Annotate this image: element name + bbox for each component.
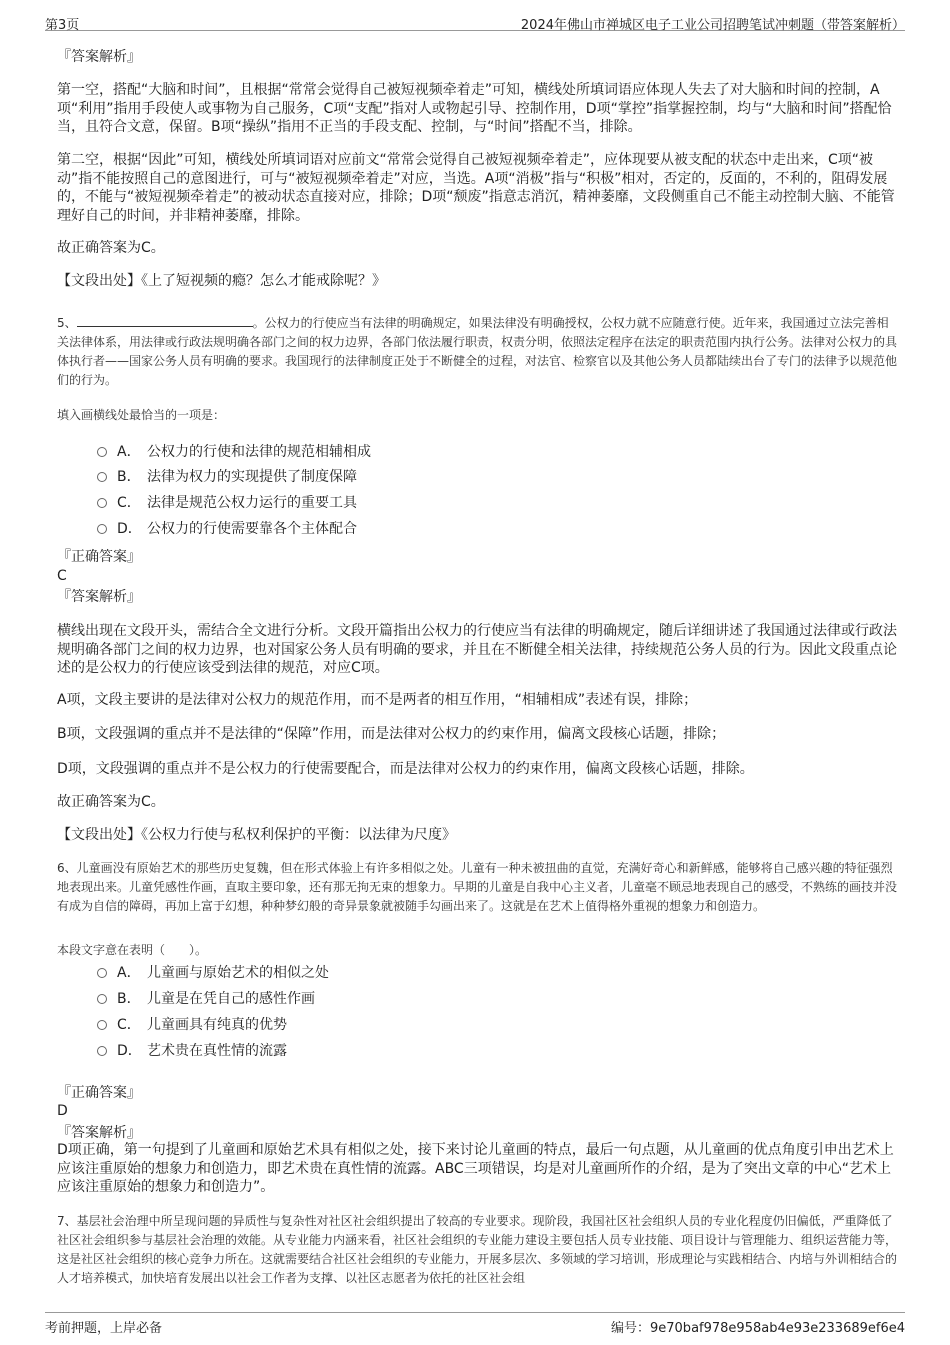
q5-note-a: A项，文段主要讲的是法律对公权力的规范作用，而不是两者的相互作用，“相辅相成”表述有误，排除；: [57, 692, 698, 708]
radio-icon[interactable]: [97, 524, 107, 534]
q6-option-a[interactable]: A． 儿童画与原始艺术的相似之处: [97, 964, 329, 982]
q6-answer-label: 『正确答案』: [57, 1085, 141, 1101]
q6-analysis-label: 『答案解析』: [57, 1125, 141, 1141]
q6-answer: D: [57, 1103, 68, 1119]
q7-stem: 7、基层社会治理中所呈现问题的异质性与复杂性对社区社会组织提出了较高的专业要求。现阶段，我国社区社会组织人员的专业化程度仍旧偏低，严重降低了社区社会组织参与基层社会治理的效能。从专业能力内涵来看，社区社会组织的专业能力建设主要包括人员专业技能、项目设计与管理能力、组织运营能力等，这是社区社会组织的核心竞争力所在。这就需要结合社区社会组织的专业能力，开展多层次、多领域的学习培训，形成理论与实践相结合、内培与外训相结合的人才培养模式，加快培育发展出以社会工作者为支撑、以社区志愿者为依托的社区社会组: [57, 1214, 898, 1285]
q6-analysis: D项正确，第一句提到了儿童画和原始艺术具有相似之处，接下来讨论儿童画的特点，最后一句点题，从儿童画的优点角度引申出艺术上应该注重原始的想象力和创造力，即艺术贵在真性情的流露。ABC三项错误，均是对儿童画所作的介绍，是为了突出文章的中心“艺术上应该注重原始的想象力和创造力”。: [57, 1142, 894, 1195]
q4-source: 【文段出处】《上了短视频的瘾？怎么才能戒除呢？》: [57, 273, 386, 289]
q5-note-d: D项，文段强调的重点并不是公权力的行使需要配合，而是法律对公权力的约束作用，偏离文段核心话题，排除。: [57, 761, 754, 777]
q5-option-d[interactable]: D． 公权力的行使需要靠各个主体配合: [97, 520, 357, 538]
q5-answer: C: [57, 568, 67, 584]
q4-analysis-para2: 第二空，根据“因此”可知，横线处所填词语对应前文“常常会觉得自己被短视频牵着走”，应体现要从被支配的状态中走出来，C项“被动”指不能按照自己的意图进行，可与“被短视频牵着走”对应，当选。A项“消极”指与“积极”相对，否定的，反面的，不利的，阻碍发展的，不能与“被短视频牵着走”的被动状态直接对应，排除；D项“颓废”指意志消沉，精神萎靡，文段侧重自己不能主动控制大脑、不能管理好自己的时间，并非精神萎靡，排除。: [57, 152, 895, 224]
radio-icon[interactable]: [97, 1020, 107, 1030]
footer-slogan: 考前押题，上岸必备: [45, 1321, 163, 1336]
q5-option-b[interactable]: B． 法律为权力的实现提供了制度保障: [97, 468, 357, 486]
q5-prompt: 填入画横线处最恰当的一项是：: [57, 408, 226, 422]
q5-note-b: B项，文段强调的重点并不是法律的“保障”作用，而是法律对公权力的约束作用，偏离文段核心话题，排除；: [57, 726, 726, 742]
page-number: 第3页: [45, 18, 80, 33]
q5-answer-label: 『正确答案』: [57, 549, 141, 565]
document-title: 2024年佛山市禅城区电子工业公司招聘笔试冲刺题（带答案解析）: [520, 18, 905, 33]
q4-conclusion: 故正确答案为C。: [57, 240, 165, 256]
radio-icon[interactable]: [97, 994, 107, 1004]
radio-icon[interactable]: [97, 472, 107, 482]
q5-conclusion: 故正确答案为C。: [57, 794, 165, 810]
radio-icon[interactable]: [97, 968, 107, 978]
q5-option-a[interactable]: A． 公权力的行使和法律的规范相辅相成: [97, 443, 371, 461]
page-footer: [45, 1312, 905, 1343]
q5-source: 【文段出处】《公权力行使与私权利保护的平衡：以法律为尺度》: [57, 827, 456, 843]
q5-stem-text: 。公权力的行使应当有法律的明确规定，如果法律没有明确授权，公权力就不应随意行使。近年来，我国通过立法完善相关法律体系，用法律或行政法规明确各部门之间的权力边界，各部门依法履行职责，权责分明，依照法定程序在法定的职责范围内执行公务。法律对公权力的具体执行者——国家公务人员有明确的要求。我国现行的法律制度正处于不断健全的过程，对法官、检察官以及其他公务人员都陆续出台了专门的法律予以规范他们的行为。: [57, 316, 898, 387]
page-header: [45, 12, 905, 31]
radio-icon[interactable]: [97, 1046, 107, 1056]
q6-option-d[interactable]: D． 艺术贵在真性情的流露: [97, 1042, 287, 1060]
q5-blank: [77, 315, 253, 327]
document-id: 编号：9e70baf978e958ab4e93e233689ef6e4: [611, 1321, 905, 1336]
q4-analysis-label: 『答案解析』: [57, 49, 141, 65]
radio-icon[interactable]: [97, 498, 107, 508]
q5-analysis: 横线出现在文段开头，需结合全文进行分析。文段开篇指出公权力的行使应当有法律的明确规定，随后详细讲述了我国通过法律或行政法规明确各部门之间的权力边界，也对国家公务人员有明确的要求，并且在不断健全相关法律，持续规范公务人员的行为。因此文段重点论述的是公权力的行使应该受到法律的规范，对应C项。: [57, 623, 897, 676]
q6-option-c[interactable]: C． 儿童画具有纯真的优势: [97, 1016, 287, 1034]
q6-option-b[interactable]: B． 儿童是在凭自己的感性作画: [97, 990, 315, 1008]
radio-icon[interactable]: [97, 447, 107, 457]
q5-stem: [57, 314, 897, 390]
q5-analysis-label: 『答案解析』: [57, 589, 141, 605]
q5-option-c[interactable]: C． 法律是规范公权力运行的重要工具: [97, 494, 357, 512]
q6-stem: 6、儿童画没有原始艺术的那些历史复魏，但在形式体验上有许多相似之处。儿童有一种未被扭曲的直觉，充满好奇心和新鲜感，能够将自己感兴趣的特征强烈地表现出来。儿童凭感性作画，直取主要印象，还有那无拘无束的想象力。早期的儿童是自我中心主义者，儿童毫不顾忌地表现自己的感受，不熟练的画技并没有成为自信的障碍，再加上富于幻想，种种梦幻般的奇异景象就被随手勾画出来了。这就是在艺术上值得格外重视的想象力和创造力。: [57, 861, 898, 913]
q5-number: 5、: [57, 316, 77, 330]
q6-prompt: 本段文字意在表明（ ）。: [57, 943, 208, 957]
q4-analysis-para1: 第一空，搭配“大脑和时间”，且根据“常常会觉得自己被短视频牵着走”可知，横线处所填词语应体现人失去了对大脑和时间的控制，A项“利用”指用手段使人或事物为自己服务，C项“支配”指对人或物起引导、控制作用，D项“掌控”指掌握控制，均与“大脑和时间”搭配恰当，且符合文意，保留。B项“操纵”指用不正当的手段支配、控制，与“时间”搭配不当，排除。: [57, 82, 892, 135]
